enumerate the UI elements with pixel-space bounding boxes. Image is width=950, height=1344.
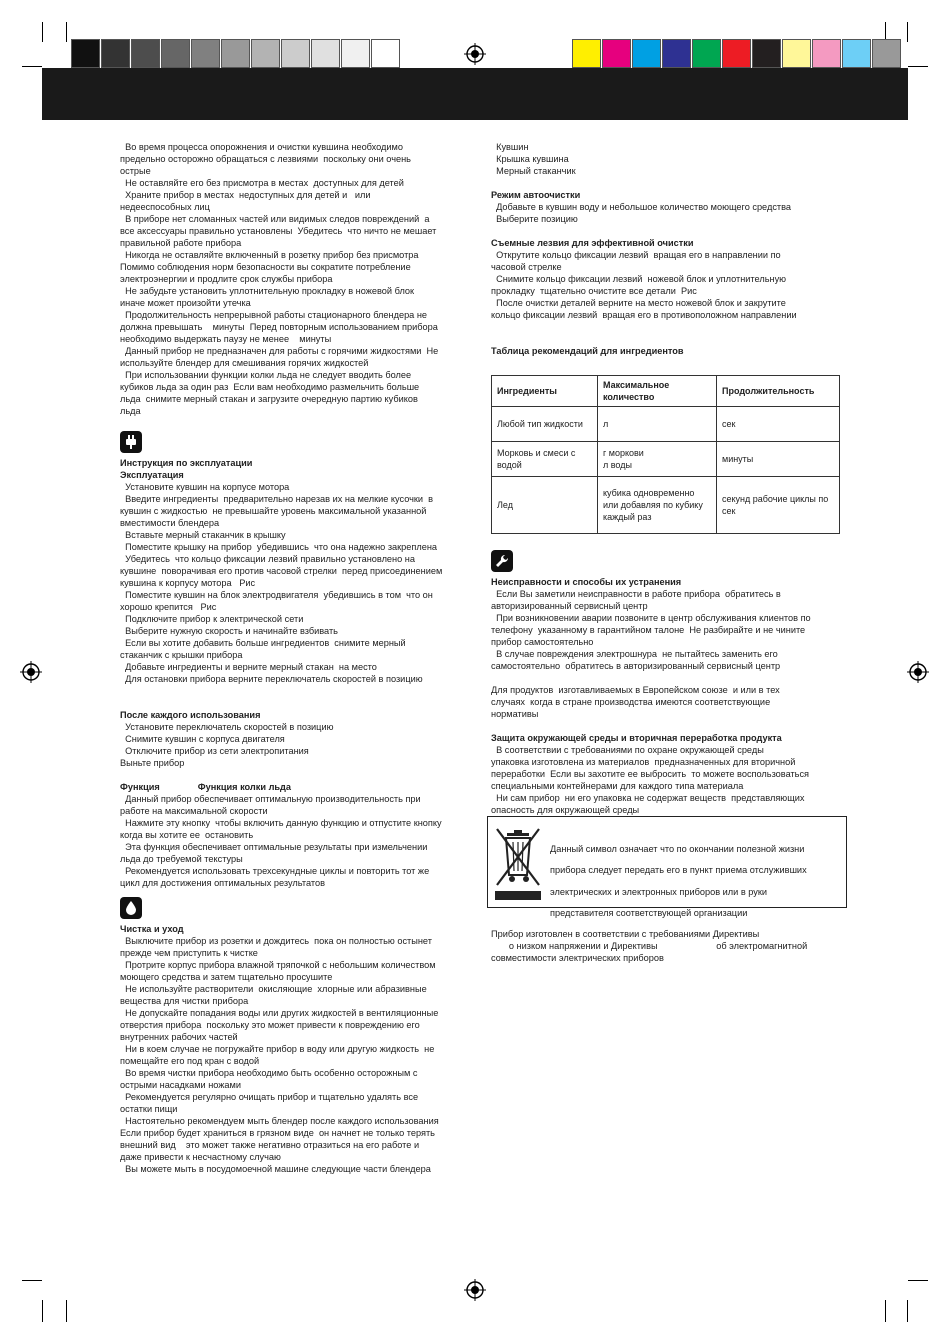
table-title: Таблица рекомендаций для ингредиентов (491, 346, 684, 356)
plug-icon (120, 431, 142, 453)
safety-line: льда снимите мерный стакан и загрузите очередную партию кубиков (120, 394, 418, 404)
cleaning-line: помещайте его под кран с водой (120, 1056, 260, 1066)
troubleshooting-line: прибор самостоятельно (491, 637, 594, 647)
safety-line: правильной работе прибора (120, 238, 242, 248)
troubleshooting-line: В случае повреждения электрошнура не пытайтесь заменить его (491, 649, 778, 659)
environment-text (491, 744, 846, 816)
ice-function-line: цикл для достижения оптимальных результатов (120, 878, 325, 888)
cleaning-line: Во время чистки прибора необходимо быть особенно осторожным с (120, 1068, 418, 1078)
crop-mark (22, 66, 42, 67)
directive-line: о низком напряжении и Директивы об электромагнитной (491, 941, 808, 951)
table-cell: г моркови л воды (598, 442, 717, 477)
color-swatch (872, 39, 901, 68)
dishwasher-part-item: Кувшин (491, 142, 529, 152)
color-swatch (752, 39, 781, 68)
cleaning-line: внешний вид это может также негативно отразиться на его работе и (120, 1140, 420, 1150)
cleaning-line: прежде чем приступить к чистке (120, 948, 258, 958)
operation-line: Установите кувшин на корпусе мотора (120, 482, 290, 492)
color-swatch (602, 39, 631, 68)
environment-line: В соответствии с требованиями по охране окружающей среды (491, 745, 764, 755)
weee-notice-box (487, 816, 847, 918)
safety-line: острые (120, 166, 151, 176)
ice-function-title (120, 781, 470, 793)
function-label: Функция (120, 782, 160, 792)
process-color-bar (572, 39, 902, 68)
blades-line: часовой стрелке (491, 262, 562, 272)
after-use-line: Отключите прибор из сети электропитания (120, 746, 309, 756)
crossed-out-wheelie-bin-icon (493, 825, 543, 901)
safety-line: предельно осторожно обращаться с лезвиями поскольку они очень (120, 154, 411, 164)
operation-line: Добавьте ингредиенты и верните мерный стакан на место (120, 662, 377, 672)
auto-clean-steps (491, 201, 846, 225)
operation-line: Введите ингредиенты предварительно нарезав их на мелкие кусочки в (120, 494, 434, 504)
ingredients-table (491, 375, 840, 534)
color-swatch (161, 39, 190, 68)
environment-line: переработки Если вы захотите ее выбросить то можете воспользоваться (491, 769, 810, 779)
water-drop-icon (120, 897, 142, 919)
color-swatch (221, 39, 250, 68)
registration-mark-icon (464, 43, 486, 65)
safety-line: Не оставляйте его без присмотра в местах доступных для детей (120, 178, 404, 188)
blades-line: Снимите кольцо фиксации лезвий ножевой блок и уплотнительную (491, 274, 787, 284)
color-swatch (692, 39, 721, 68)
weee-line: представителя соответствующей организации (550, 907, 748, 918)
auto-clean-line: Добавьте в кувшин воду и небольшое количество моющего средства (491, 202, 792, 212)
crop-mark (908, 1280, 928, 1281)
cleaning-line: острыми насадками ножами (120, 1080, 241, 1090)
cleaning-line: Ни в коем случае не погружайте прибор в воду или другую жидкость не (120, 1044, 435, 1054)
table-cell: кубика одновременно или добавляя по кубику каждый раз (598, 477, 717, 534)
weee-text (550, 834, 838, 928)
directive-text (491, 928, 846, 964)
operation-line: кувшин с жидкостью не превышайте уровень максимальной указанной (120, 506, 427, 516)
table-header-cell: Ингредиенты (492, 376, 598, 407)
operation-line: Для остановки прибора верните переключатель скоростей в позицию (120, 674, 423, 684)
table-header-cell: Максимальное количество (598, 376, 717, 407)
after-use-line: Выньте прибор (120, 758, 185, 768)
crop-mark (42, 1300, 43, 1322)
dishwasher-part-item: Мерный стаканчик (491, 166, 576, 176)
cleaning-line: Рекомендуется регулярно очищать прибор и тщательно удалять все (120, 1092, 419, 1102)
crop-mark (66, 1300, 67, 1322)
cleaning-line: внутренних рабочих частей (120, 1032, 238, 1042)
table-header-row (492, 376, 840, 407)
table-header-cell: Продолжительность (717, 376, 840, 407)
safety-line: электроэнергии и продлите срок службы прибора (120, 274, 333, 284)
registration-mark-icon (464, 1279, 486, 1301)
ice-function-line: Рекомендуется использовать трехсекундные циклы и повторить тот же (120, 866, 430, 876)
directive-lines (491, 928, 846, 964)
operation-line: Поместите кувшин на блок электродвигателя убедившись в том что он (120, 590, 433, 600)
cleaning-line: Не используйте растворители окисляющие хлорные или абразивные (120, 984, 427, 994)
crop-mark (885, 1300, 886, 1322)
blades-line: прокладку тщательно очистите все детали Рис (491, 286, 697, 296)
color-swatch (101, 39, 130, 68)
after-use-line: Установите переключатель скоростей в позицию (120, 722, 334, 732)
environment-line: опасность для окружающей среды (491, 805, 640, 815)
crop-mark (907, 22, 908, 42)
operation-line: Выберите нужную скорость и начинайте взбивать (120, 626, 338, 636)
safety-line: иначе может произойти утечка (120, 298, 251, 308)
blades-steps (491, 249, 846, 321)
right-column (491, 141, 846, 816)
table-cell: Лед (492, 477, 598, 534)
cleaning-title: Чистка и уход (120, 924, 184, 934)
ice-crush-title: Функция колки льда (197, 782, 291, 792)
eu-note (491, 684, 846, 720)
auto-clean-title: Режим автоочистки (491, 190, 581, 200)
registration-mark-icon (907, 661, 929, 683)
safety-line: При использовании функции колки льда не следует вводить более (120, 370, 412, 380)
eu-note-line: случаях когда в стране производства имеются соответствующие (491, 697, 771, 707)
safety-line: недееспособных лиц (120, 202, 210, 212)
eu-note-line: Для продуктов изготавливаемых в Европейском союзе и или в тех (491, 685, 780, 695)
troubleshooting-line: Если Вы заметили неисправности в работе прибора обратитесь в (491, 589, 781, 599)
cleaning-line: Не допускайте попадания воды или других жидкостей в вентиляционные (120, 1008, 439, 1018)
color-swatch (722, 39, 751, 68)
crop-mark (22, 1280, 42, 1281)
color-swatch (632, 39, 661, 68)
table-cell: Любой тип жидкости (492, 407, 598, 442)
safety-line: должна превышать минуты Перед повторным использованием прибора (120, 322, 438, 332)
environment-line: специальными контейнерами для каждого типа материала (491, 781, 744, 791)
ice-function-line: Нажмите эту кнопку чтобы включить данную функцию и отпустите кнопку (120, 818, 442, 828)
safety-line: Во время процесса опорожнения и очистки кувшина необходимо (120, 142, 403, 152)
registration-mark-icon (20, 661, 42, 683)
safety-line: Помимо соблюдения норм безопасности вы сократите потребление (120, 262, 411, 272)
header-bar (42, 68, 908, 120)
ice-function-line: когда вы хотите ее остановить (120, 830, 254, 840)
safety-line: Продолжительность непрерывной работы стационарного блендера не (120, 310, 428, 320)
environment-line: Ни сам прибор ни его упаковка не содержат веществ представляющих (491, 793, 805, 803)
operation-line: Вставьте мерный стаканчик в крышку (120, 530, 286, 540)
environment-title: Защита окружающей среды и вторичная переработка продукта (491, 733, 782, 743)
operation-line: кувшина к корпусу мотора Рис (120, 578, 256, 588)
after-use-line: Снимите кувшин с корпуса двигателя (120, 734, 285, 744)
operation-title: Эксплуатация (120, 470, 184, 480)
weee-line: электрических и электронных приборов или в руки (550, 886, 768, 897)
cleaning-line: Выключите прибор из розетки и дождитесь пока он полностью остынет (120, 936, 432, 946)
operation-line: Если вы хотите добавить больше ингредиентов снимите мерный (120, 638, 406, 648)
safety-line: Храните прибор в местах недоступных для детей и или (120, 190, 371, 200)
operation-line: Поместите крышку на прибор убедившись что она надежно закреплена (120, 542, 438, 552)
left-column (120, 141, 470, 1175)
color-swatch (662, 39, 691, 68)
table-cell: сек (717, 407, 840, 442)
directive-line: Прибор изготовлен в соответствии с требованиями Директивы (491, 929, 760, 939)
crop-mark (66, 22, 67, 42)
color-swatch (71, 39, 100, 68)
blades-line: Открутите кольцо фиксации лезвий вращая его в направлении по (491, 250, 781, 260)
troubleshooting-line: При возникновении аварии позвоните в центр обслуживания клиентов по (491, 613, 811, 623)
cleaning-line: Настоятельно рекомендуем мыть блендер после каждого использования (120, 1116, 439, 1126)
safety-line: льда (120, 406, 141, 416)
table-row (492, 407, 840, 442)
safety-line: кубиков льда за один раз Если вам необходимо размельчить больше (120, 382, 420, 392)
operation-line: Подключите прибор к электрической сети (120, 614, 304, 624)
auto-clean-line: Выберите позицию (491, 214, 578, 224)
dishwasher-parts-list (491, 141, 846, 177)
wrench-icon (491, 550, 513, 572)
cleaning-line: Вы можете мыть в посудомоечной машине следующие части блендера (120, 1164, 431, 1174)
troubleshooting-line: авторизированный сервисный центр (491, 601, 648, 611)
color-swatch (191, 39, 220, 68)
table-cell: минуты (717, 442, 840, 477)
table-row (492, 442, 840, 477)
safety-line: Данный прибор не предназначен для работы с горячими жидкостями Не (120, 346, 439, 356)
cleaning-line: отверстия прибора поскольку это может привести к повреждению его (120, 1020, 420, 1030)
after-use-title: После каждого использования (120, 710, 261, 720)
safety-instructions (120, 141, 470, 417)
ice-function-line: льда до требуемой текстуры (120, 854, 243, 864)
safety-line: В приборе нет сломанных частей или видимых следов повреждений а (120, 214, 430, 224)
crop-mark (42, 22, 43, 42)
ice-function-line: Эта функция обеспечивает оптимальные результаты при измельчении (120, 842, 428, 852)
cleaning-line: остатки пищи (120, 1104, 178, 1114)
ice-function-line: Данный прибор обеспечивает оптимальную производительность при (120, 794, 421, 804)
color-swatch (251, 39, 280, 68)
safety-line: все аксессуары правильно установлены Убедитесь что ничто не мешает (120, 226, 437, 236)
operation-line: кувшине поворачивая его против часовой стрелки перед присоединением (120, 566, 443, 576)
weee-line: прибора следует передать его в пункт приема отслуживших (550, 865, 807, 876)
eu-note-line: нормативы (491, 709, 539, 719)
crop-mark (908, 66, 928, 67)
safety-line: используйте блендер для смешивания горячих жидкостей (120, 358, 369, 368)
table-cell: Морковь и смеси с водой (492, 442, 598, 477)
table-cell: секунд рабочие циклы по сек (717, 477, 840, 534)
cleaning-steps (120, 935, 470, 1175)
operation-steps (120, 481, 470, 685)
troubleshooting-line: телефону указанному в гарантийном талоне Не разбирайте и не чините (491, 625, 806, 635)
color-swatch (311, 39, 340, 68)
grayscale-color-bar (71, 39, 401, 68)
environment-line: упаковка изготовлена из материалов предназначенных для вторичной (491, 757, 796, 767)
operation-line: стаканчик с крышки прибора (120, 650, 243, 660)
instructions-title: Инструкция по эксплуатации (120, 458, 253, 468)
ice-function-steps (120, 793, 470, 889)
dishwasher-part-item: Крышка кувшина (491, 154, 569, 164)
operation-line: хорошо крепится Рис (120, 602, 217, 612)
weee-line: Данный символ означает что по окончании полезной жизни (550, 844, 805, 855)
color-swatch (371, 39, 400, 68)
troubleshooting-steps (491, 588, 846, 672)
safety-line: Никогда не оставляйте включенный в розетку прибор без присмотра (120, 250, 419, 260)
troubleshooting-line: самостоятельно обратитесь в авторизированный сервисный центр (491, 661, 781, 671)
table-row (492, 477, 840, 534)
operation-line: вместимости блендера (120, 518, 220, 528)
cleaning-line: даже привести к несчастному случаю (120, 1152, 281, 1162)
table-cell: л (598, 407, 717, 442)
color-swatch (281, 39, 310, 68)
troubleshooting-title: Неисправности и способы их устранения (491, 577, 682, 587)
directive-line: совместимости электрических приборов (491, 953, 664, 963)
crop-mark (907, 1300, 908, 1322)
color-swatch (572, 39, 601, 68)
operation-line: Убедитесь что кольцо фиксации лезвий правильно установлено на (120, 554, 415, 564)
color-swatch (842, 39, 871, 68)
cleaning-line: Если прибор будет храниться в грязном виде он начнет не только терять (120, 1128, 435, 1138)
color-swatch (131, 39, 160, 68)
color-swatch (812, 39, 841, 68)
color-swatch (782, 39, 811, 68)
safety-line: Не забудьте установить уплотнительную прокладку в ножевой блок (120, 286, 415, 296)
blades-line: кольцо фиксации лезвий вращая его в противоположном направлении (491, 310, 797, 320)
cleaning-line: вещества для чистки прибора (120, 996, 249, 1006)
cleaning-line: моющего средства и затем тщательно просушите (120, 972, 333, 982)
safety-line: необходимо выдержать паузу не менее минуты (120, 334, 332, 344)
blades-title: Съемные лезвия для эффективной очистки (491, 238, 694, 248)
cleaning-line: Протрите корпус прибора влажной тряпочкой с небольшим количеством (120, 960, 436, 970)
ice-function-line: работе на максимальной скорости (120, 806, 268, 816)
after-use-steps (120, 721, 470, 769)
color-swatch (341, 39, 370, 68)
blades-line: После очистки деталей верните на место ножевой блок и закрутите (491, 298, 786, 308)
